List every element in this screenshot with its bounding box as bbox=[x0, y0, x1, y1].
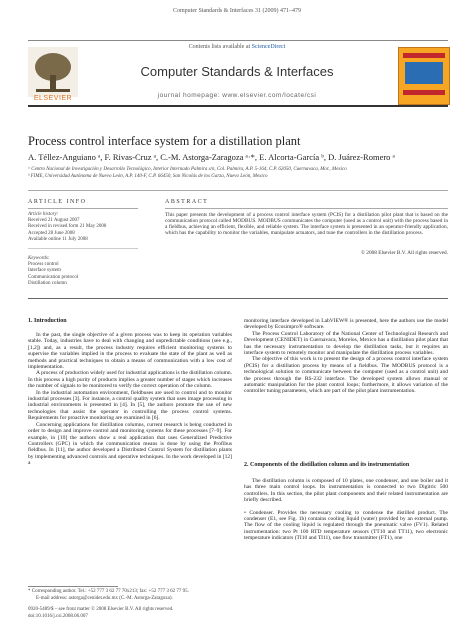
info-rule bbox=[28, 208, 138, 209]
section-rule bbox=[28, 190, 448, 191]
section-heading-components: 2. Components of the distillation column and its instrumentation bbox=[244, 462, 410, 468]
cover-image bbox=[405, 62, 443, 84]
paragraph: A process of production widely used for industrial applications is the distillation column. In this process a high purity of products implies a greater number of stages which increases the number of signals to be monitored to verify the correct operation of the column. bbox=[28, 370, 232, 390]
history-item: Received 21 August 2007 bbox=[28, 218, 80, 224]
footnote-rule bbox=[28, 586, 118, 587]
footnote-email[interactable]: E-mail address: astorga@cenidet.edu.mx (C.-M. Astorga-Zaragoza). bbox=[36, 596, 173, 601]
journal-cover-thumbnail bbox=[398, 47, 450, 105]
history-item: Received in revised form 21 May 2008 bbox=[28, 224, 107, 230]
keyword: Process control bbox=[28, 262, 59, 268]
keyword: Distillation column bbox=[28, 280, 67, 286]
article-title: Process control interface system for a distillation plant bbox=[28, 134, 301, 148]
cover-band bbox=[403, 53, 445, 58]
contents-prefix: Contents lists available at bbox=[188, 44, 252, 50]
running-head: Computer Standards & Interfaces 31 (2009) 471–479 bbox=[173, 8, 301, 14]
author-list: A. Téllez-Anguiano ᵃ, F. Rivas-Cruz ᵃ, C.-M. Astorga-Zaragoza ᵃ·*, E. Alcorta-García ᵇ, D. Juárez-Romero ᵃ bbox=[28, 152, 395, 162]
publisher-wordmark: ELSEVIER bbox=[33, 95, 73, 102]
sciencedirect-link[interactable]: ScienceDirect bbox=[251, 44, 286, 50]
paragraph: Concerning applications for distillation columns, current research is being conducted in order to design and improve control and monitoring systems for these processes [7–9]. For example, in [10] the authors show a real application that uses Generalized Predictive Controllers (GPC) in which the communication means is done by using the Profibus fieldbus. In [11], the author developed a Distributed Control System for distillation plants by implementing advanced controls and operative techniques. In the work developed in [12] a bbox=[28, 421, 232, 467]
masthead-top-rule bbox=[28, 40, 448, 41]
doi-link[interactable]: doi:10.1016/j.csi.2008.06.007 bbox=[28, 614, 88, 619]
section-2-body bbox=[244, 478, 448, 542]
abstract-copyright: © 2008 Elsevier B.V. All rights reserved. bbox=[360, 250, 448, 256]
article-history bbox=[28, 212, 148, 243]
bullet-condenser: • Condenser. Provides the necessary cooling to condense the distilled product. The condenser (E1, see Fig. 1b) contains cooling liquid (water) provided by an external pump. The flow of the cooling liquid is regulated through the pneumatic valve (FV1). Related instrumentation: two Pt 100 RTD temperature sensors (TT10 and TT11), two electronic temperature indicators (TI10 and TI11), one flow transmitter (FT1), one bbox=[244, 509, 448, 542]
affiliation: ᵇ FIME, Universidad Autónoma de Nuevo León, A.P. 140-F, C.P. 66450, San Nicolás de los Garza, Nuevo León, Mexico bbox=[28, 174, 268, 179]
keywords bbox=[28, 256, 148, 287]
left-column bbox=[28, 332, 232, 467]
paragraph: In the past, the single objective of a given process was to keep its operation variables stable. Today, industries have to deal with changing and unpredictable conditions (see e.g., [1,2]) and, as a result, the process industry requires efficient monitoring systems to supervise the variables implied in the process to evaluate the state of the plant as well as methods and practical techniques to obtain a means of communication with a low cost of implementation. bbox=[28, 332, 232, 371]
paragraph: The Process Control Laboratory of the National Center of Technological Research and Development (CENIDET) in Cuernavaca, Morelos, Mexico has a distillation pilot plant that has the necessary instrumentation to develop the distillation tasks, but it requires an interface system to remotely monitor and manipulate the distillation process variables. bbox=[244, 330, 448, 357]
info-divider bbox=[28, 248, 138, 249]
abstract-text: This paper presents the development of a process control interface system (PCIS) for a distillation pilot plant that is based on the communication protocol called MODBUS. MODBUS communicates the computer (used as a control unit) with the process based in a fieldbus, achieving an efficient, flexible, and reliable system. The interface system is presented in an operator-friendly application, which has the capability to monitor the variables, manipulate actuators, and tune the controllers in the distillation process. bbox=[165, 212, 448, 237]
keyword: Interface system bbox=[28, 268, 61, 274]
right-column bbox=[244, 318, 448, 395]
history-item: Accepted 28 June 2008 bbox=[28, 230, 75, 236]
footnote-corresponding: * Corresponding author. Tel.: +52 777 3 62 77 70x213; fax: +52 777 3 62 77 95. bbox=[28, 589, 189, 594]
journal-homepage[interactable]: journal homepage: www.elsevier.com/locate/csi bbox=[157, 92, 317, 99]
section-heading-introduction: 1. Introduction bbox=[28, 318, 67, 324]
paragraph: The objective of this work is to present the design of a process control interface system (PCIS) for a distillation process by means of a fieldbus. The MODBUS protocol is a technological solution to communicate between the computer (used as a control unit) and the process through the RS-232 interface. The developed system allows manual or automatic manipulation for the plant control loops; furthermore, it allows variation of the controller tuning parameters, which are part of the pilot plant instrumentation. bbox=[244, 356, 448, 395]
body-rule bbox=[28, 298, 448, 299]
paragraph: The distillation column is composed of 10 plates, one condenser, and one boiler and it has three main control loops. Its instrumentation is connected to two Digitric 500 controllers. In this section, the pilot plant components and their related instrumentation are briefly described. bbox=[244, 478, 448, 504]
masthead-bottom-rule bbox=[28, 105, 448, 107]
journal-title: Computer Standards & Interfaces bbox=[140, 64, 334, 79]
article-info-heading: ARTICLE INFO bbox=[28, 199, 87, 205]
abstract-rule bbox=[165, 208, 448, 209]
paragraph: In the industrial automation environment, fieldbuses are used to control and to monitor industrial processes [3]. For instance, a control quality system that uses image processing in industrial environments is presented in [4]. In [5], the authors promote the use of new technologies that assist the operator in controlling the process control systems. Requirements for proactive monitoring are examined in [6]. bbox=[28, 389, 232, 422]
history-item: Available online 11 July 2008 bbox=[28, 236, 88, 242]
keyword: Communication protocol bbox=[28, 274, 79, 280]
paragraph: monitoring interface developed in LabVIEW® is presented, here the authors use the model developed by Ecosimpro® software. bbox=[244, 318, 448, 331]
abstract-heading: ABSTRACT bbox=[165, 199, 209, 205]
cover-band bbox=[403, 90, 445, 95]
affiliation: ᵃ Centro Nacional de Investigación y Desarrollo Tecnológico, Interior Internado Palmira s/n, Col. Palmira, A.P. 5-164, C.P. 62050, Cuernavaca, Mor., Mexico bbox=[28, 167, 347, 172]
history-label: Article history: bbox=[28, 212, 59, 217]
keywords-label: Keywords: bbox=[28, 256, 50, 261]
issn-line: 0920-5489/$ – see front matter © 2008 Elsevier B.V. All rights reserved. bbox=[28, 607, 174, 612]
